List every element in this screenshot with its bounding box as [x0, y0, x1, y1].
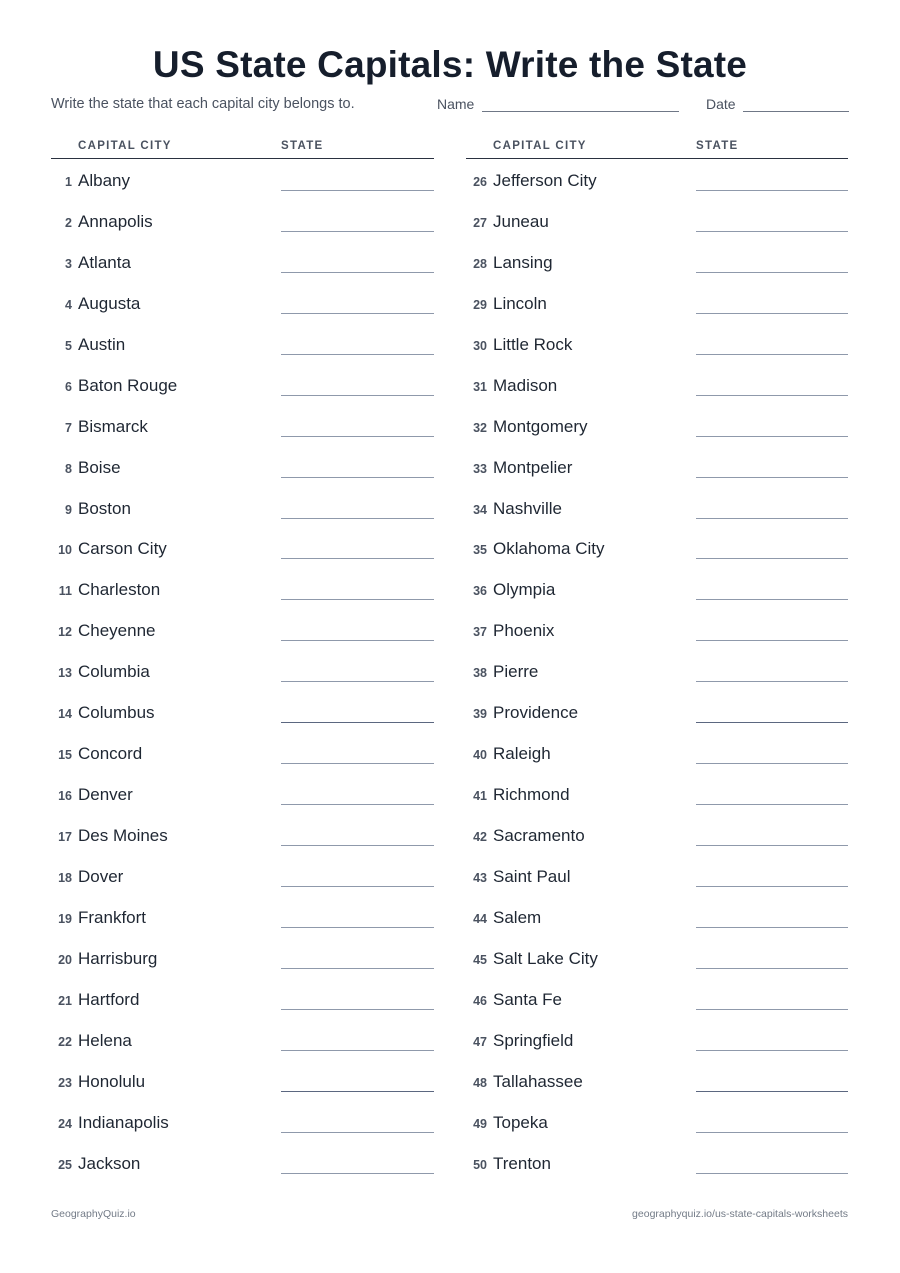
capital-city-name: Saint Paul [493, 866, 571, 886]
capital-city-name: Little Rock [493, 334, 573, 354]
row-number: 46 [473, 993, 487, 1008]
capital-city-name: Frankfort [78, 907, 147, 927]
state-answer-line[interactable] [281, 804, 434, 805]
row-number: 25 [58, 1157, 72, 1172]
state-answer-line[interactable] [696, 886, 848, 887]
row-number: 50 [473, 1157, 487, 1172]
row-number: 48 [473, 1075, 487, 1090]
worksheet-row [51, 978, 434, 1019]
row-number: 39 [473, 707, 487, 722]
worksheet-row [466, 896, 848, 937]
state-answer-line[interactable] [281, 190, 434, 191]
row-number: 13 [58, 666, 72, 681]
capital-city-name: Jefferson City [493, 171, 597, 190]
worksheet-row [466, 323, 848, 364]
worksheet-row [466, 200, 848, 241]
row-number: 14 [58, 707, 72, 722]
state-answer-line[interactable] [281, 886, 434, 887]
capital-city-name: Nashville [493, 498, 562, 518]
row-number: 15 [58, 748, 72, 763]
worksheet-row [51, 241, 434, 282]
state-answer-line[interactable] [281, 354, 434, 355]
row-number: 6 [65, 379, 72, 394]
worksheet-row [51, 487, 434, 528]
state-answer-line[interactable] [281, 640, 434, 641]
capital-city-name: Juneau [493, 211, 549, 231]
left-rows [51, 159, 434, 1182]
capital-city-name: Topeka [493, 1112, 548, 1132]
row-number: 12 [58, 625, 72, 640]
worksheet-row [466, 1101, 848, 1142]
row-number: 35 [473, 543, 487, 558]
capital-city-name: Denver [78, 785, 133, 805]
date-field[interactable] [743, 111, 849, 112]
worksheet-row [51, 159, 434, 200]
state-answer-line[interactable] [281, 395, 434, 396]
worksheet-row [466, 650, 848, 691]
worksheet-row [466, 814, 848, 855]
state-answer-line[interactable] [281, 681, 434, 682]
state-answer-line[interactable] [281, 231, 434, 232]
row-number: 18 [58, 870, 72, 885]
worksheet-row [466, 446, 848, 487]
row-number: 9 [65, 502, 72, 517]
worksheet-row [51, 732, 434, 773]
worksheet-row [51, 1142, 434, 1183]
right-rows [466, 159, 848, 1182]
state-answer-line[interactable] [696, 640, 848, 641]
capital-city-name: Atlanta [78, 252, 131, 272]
worksheet-row [466, 978, 848, 1019]
worksheet-row [466, 773, 848, 814]
footer-url: geographyquiz.io/us-state-capitals-worksheets [632, 1208, 848, 1220]
state-answer-line[interactable] [696, 1173, 848, 1174]
row-number: 17 [58, 830, 72, 844]
state-answer-line[interactable] [696, 395, 848, 396]
state-heading: STATE [281, 140, 324, 152]
state-answer-line[interactable] [281, 272, 434, 273]
capital-city-name: Columbus [78, 703, 155, 723]
worksheet-row [466, 1060, 848, 1101]
worksheet-row [466, 1019, 848, 1060]
worksheet-row [466, 1142, 848, 1183]
worksheet-row [51, 364, 434, 405]
worksheet-row [466, 241, 848, 282]
row-number: 43 [473, 870, 487, 885]
worksheet-subheader [51, 94, 849, 116]
capital-city-name: Boston [78, 498, 131, 518]
capital-city-name: Hartford [78, 989, 140, 1009]
capital-city-name: Annapolis [78, 211, 153, 231]
row-number: 5 [65, 338, 72, 353]
state-answer-line[interactable] [696, 804, 848, 805]
worksheet-row [466, 487, 848, 528]
state-answer-line[interactable] [281, 1132, 434, 1133]
capital-city-name: Madison [493, 375, 558, 395]
state-answer-line[interactable] [281, 927, 434, 928]
state-answer-line[interactable] [696, 231, 848, 232]
capital-city-name: Oklahoma City [493, 539, 605, 559]
capital-city-name: Honolulu [78, 1071, 146, 1091]
capital-city-name: Sacramento [493, 826, 585, 845]
capital-city-name: Jackson [78, 1153, 141, 1173]
capital-city-heading: CAPITAL CITY [78, 140, 172, 152]
row-number: 45 [473, 952, 487, 967]
worksheet-row [51, 814, 434, 855]
row-number: 40 [473, 748, 487, 763]
worksheet-row [466, 691, 848, 732]
row-number: 33 [473, 461, 487, 476]
capital-city-name: Austin [78, 334, 126, 354]
capital-city-name: Lansing [493, 252, 553, 272]
row-number: 42 [473, 830, 487, 844]
state-answer-line[interactable] [696, 1132, 848, 1133]
state-answer-line[interactable] [696, 845, 848, 846]
left-column [51, 138, 434, 1182]
worksheet-row [466, 159, 848, 200]
row-number: 28 [473, 256, 487, 271]
row-number: 8 [65, 461, 72, 476]
capital-city-name: Salt Lake City [493, 948, 598, 968]
capital-city-name: Pierre [493, 662, 539, 682]
capital-city-name: Montgomery [493, 416, 588, 436]
capital-city-name: Albany [78, 171, 130, 190]
row-number: 24 [58, 1116, 72, 1131]
capital-city-name: Trenton [493, 1153, 551, 1173]
capital-city-name: Des Moines [78, 826, 168, 845]
row-number: 31 [473, 379, 487, 394]
name-field[interactable] [482, 111, 679, 112]
state-answer-line[interactable] [696, 190, 848, 191]
state-answer-line[interactable] [281, 436, 434, 437]
capital-city-heading: CAPITAL CITY [493, 140, 587, 152]
row-number: 37 [473, 625, 487, 640]
state-answer-line[interactable] [281, 968, 434, 969]
worksheet-row [466, 732, 848, 773]
capital-city-name: Montpelier [493, 457, 573, 477]
page-title: US State Capitals: Write the State [152, 44, 748, 85]
row-number: 38 [473, 666, 487, 681]
capital-city-name: Providence [493, 703, 579, 723]
row-number: 11 [58, 584, 72, 599]
state-answer-line[interactable] [281, 1173, 434, 1174]
worksheet-row [51, 405, 434, 446]
worksheet-row [466, 568, 848, 609]
state-answer-line[interactable] [281, 1050, 434, 1051]
worksheet-row [51, 773, 434, 814]
capital-city-name: Richmond [493, 785, 570, 805]
capital-city-name: Indianapolis [78, 1112, 169, 1132]
instructions-text: Write the state that each capital city belongs to. [51, 96, 355, 112]
row-number: 20 [58, 952, 72, 967]
capital-city-name: Tallahassee [493, 1071, 583, 1091]
worksheet-row [51, 896, 434, 937]
worksheet-row [51, 650, 434, 691]
footer-site-name: GeographyQuiz.io [51, 1208, 136, 1220]
row-number: 19 [58, 911, 72, 926]
worksheet-row [51, 691, 434, 732]
capital-city-name: Harrisburg [78, 948, 158, 968]
row-number: 49 [473, 1116, 487, 1131]
capital-city-name: Springfield [493, 1030, 574, 1050]
row-number: 34 [473, 502, 487, 517]
row-number: 44 [473, 911, 487, 926]
row-number: 30 [473, 338, 487, 353]
worksheet-row [51, 323, 434, 364]
worksheet-row [51, 1060, 434, 1101]
row-number: 16 [58, 789, 72, 804]
worksheet-row [51, 527, 434, 568]
state-answer-line[interactable] [281, 763, 434, 764]
row-number: 26 [473, 175, 487, 189]
capital-city-name: Phoenix [493, 621, 555, 641]
capital-city-name: Boise [78, 457, 121, 477]
worksheet-row [466, 855, 848, 896]
worksheet-row [51, 446, 434, 487]
capital-city-name: Helena [78, 1030, 132, 1050]
worksheet-row [466, 405, 848, 446]
state-answer-line[interactable] [696, 927, 848, 928]
row-number: 7 [65, 420, 72, 435]
state-answer-line[interactable] [696, 599, 848, 600]
right-column [466, 138, 848, 1182]
worksheet-row [466, 364, 848, 405]
state-answer-line[interactable] [281, 313, 434, 314]
row-number: 23 [58, 1075, 72, 1090]
name-label: Name [437, 96, 475, 112]
state-answer-line[interactable] [696, 1050, 848, 1051]
row-number: 2 [65, 215, 72, 230]
worksheet-row [51, 282, 434, 323]
state-answer-line[interactable] [696, 477, 848, 478]
row-number: 29 [473, 297, 487, 312]
state-answer-line[interactable] [281, 599, 434, 600]
state-answer-line[interactable] [696, 518, 848, 519]
date-label: Date [706, 96, 736, 112]
row-number: 10 [58, 543, 72, 558]
state-heading: STATE [696, 140, 739, 152]
row-number: 21 [58, 993, 72, 1008]
capital-city-name: Columbia [78, 662, 150, 682]
state-answer-line[interactable] [281, 477, 434, 478]
worksheet-row [51, 609, 434, 650]
row-number: 27 [473, 215, 487, 230]
row-number: 36 [473, 584, 487, 599]
worksheet-row [51, 568, 434, 609]
capital-city-name: Bismarck [78, 416, 148, 436]
capital-city-name: Santa Fe [493, 989, 562, 1009]
row-number: 22 [58, 1034, 72, 1049]
state-answer-line[interactable] [696, 681, 848, 682]
row-number: 47 [473, 1034, 487, 1049]
worksheet-row [466, 609, 848, 650]
capital-city-name: Olympia [493, 580, 556, 600]
column-header [51, 138, 434, 159]
worksheet-row [51, 1101, 434, 1142]
worksheet-row [51, 1019, 434, 1060]
state-answer-line[interactable] [696, 272, 848, 273]
row-number: 41 [473, 789, 487, 804]
worksheet-row [466, 527, 848, 568]
capital-city-name: Lincoln [493, 293, 547, 313]
capital-city-name: Concord [78, 744, 143, 764]
state-answer-line[interactable] [281, 518, 434, 519]
state-answer-line[interactable] [281, 722, 434, 723]
state-answer-line[interactable] [696, 763, 848, 764]
capital-city-name: Raleigh [493, 744, 551, 764]
state-answer-line[interactable] [696, 354, 848, 355]
worksheet-row [51, 200, 434, 241]
state-answer-line[interactable] [281, 845, 434, 846]
state-answer-line[interactable] [696, 722, 848, 723]
row-number: 1 [65, 175, 72, 189]
capital-city-name: Augusta [78, 293, 141, 313]
capital-city-name: Cheyenne [78, 621, 156, 641]
capital-city-name: Salem [493, 907, 542, 927]
worksheet-row [466, 937, 848, 978]
state-answer-line[interactable] [281, 1091, 434, 1092]
worksheet-row [466, 282, 848, 323]
row-number: 4 [65, 297, 72, 312]
state-answer-line[interactable] [696, 1009, 848, 1010]
state-answer-line[interactable] [696, 313, 848, 314]
state-answer-line[interactable] [696, 1091, 848, 1092]
state-answer-line[interactable] [696, 558, 848, 559]
capital-city-name: Carson City [78, 539, 167, 559]
state-answer-line[interactable] [696, 436, 848, 437]
state-answer-line[interactable] [281, 558, 434, 559]
state-answer-line[interactable] [281, 1009, 434, 1010]
capital-city-name: Baton Rouge [78, 375, 178, 395]
row-number: 32 [473, 420, 487, 435]
worksheet-row [51, 855, 434, 896]
worksheet-row [51, 937, 434, 978]
capital-city-name: Charleston [78, 580, 161, 600]
column-header [466, 138, 848, 159]
row-number: 3 [65, 256, 72, 271]
capital-city-name: Dover [78, 866, 124, 886]
state-answer-line[interactable] [696, 968, 848, 969]
